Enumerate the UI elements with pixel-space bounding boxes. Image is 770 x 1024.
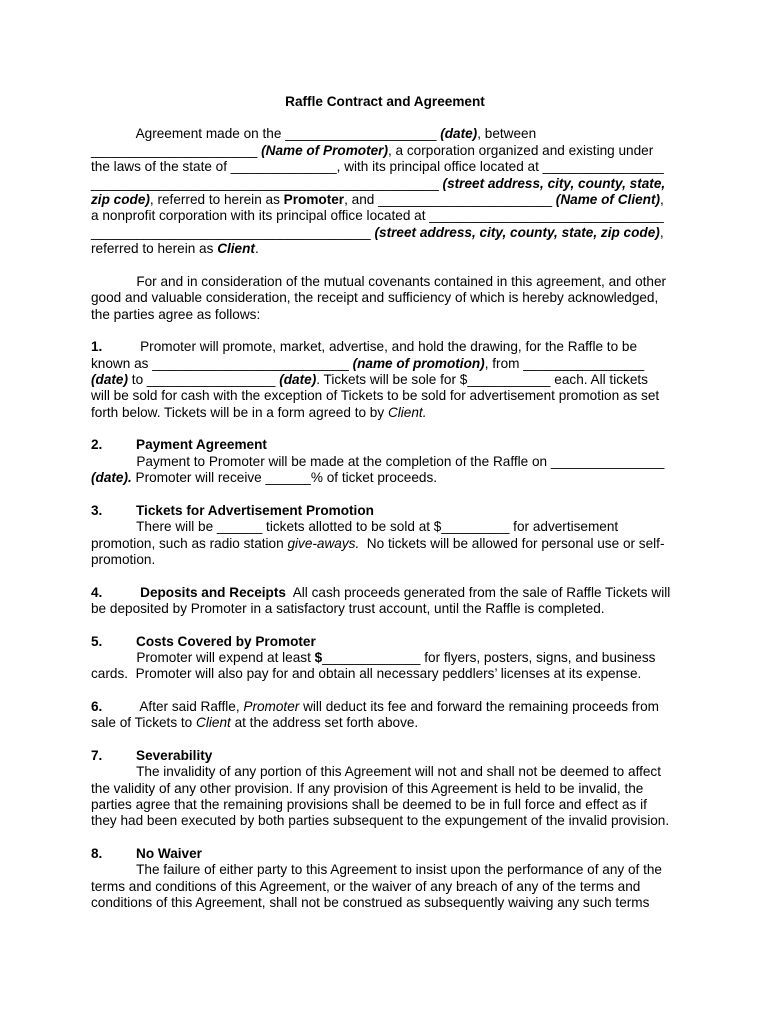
section-7-line: The invalidity of any portion of this Agreement will not and shall not be deemed to affect (91, 764, 662, 779)
section-8-line: terms and conditions of this Agreement, or the waiver of any breach of any of the terms and (91, 879, 641, 894)
emphasis-text: (street address, city, county, state, zip code) (374, 225, 660, 240)
emphasis-text: (date) (279, 372, 317, 387)
consideration-line: For and in consideration of the mutual covenants contained in this agreement, and other (91, 274, 667, 289)
section-7-line: the validity of any other provision. If any provision of this Agreement is held to be invalid, the (91, 781, 644, 796)
section-7-number: 7. (91, 748, 103, 763)
intro-line: ______________________ (Name of Promoter), a corporation organized and existing under (91, 143, 654, 158)
consideration-line: the parties agree as follows: (91, 307, 261, 322)
section-8-number: 8. (91, 846, 103, 861)
intro-line: zip code), referred to herein as Promoter, and _______________________ (Name of Client), (91, 192, 664, 207)
intro-line: the laws of the state of ______________, with its principal office located at ________________ (91, 159, 664, 174)
emphasis-text: (date) (440, 126, 478, 141)
emphasis-text: 6. (91, 699, 103, 714)
section-5-line: Promoter will expend at least $_____________ for flyers, posters, signs, and business (91, 650, 656, 665)
intro-line: Agreement made on the ____________________ (date), between (91, 126, 537, 141)
section-1-line: will be sold for cash with the exception of Tickets to be sold for advertisement promotion as set (91, 388, 660, 403)
emphasis-text: zip code) (91, 192, 150, 207)
section-2-number: 2. (91, 437, 103, 452)
section-2-heading: Payment Agreement (136, 437, 267, 452)
section-7-heading: Severability (136, 748, 213, 763)
document-title: Raffle Contract and Agreement (285, 94, 485, 109)
section-5-number: 5. (91, 634, 103, 649)
emphasis-text: (street address, city, county, state, (442, 176, 666, 191)
section-1-line: known as __________________________ (name of promotion), from ________________ (91, 356, 645, 371)
emphasis-text: (date) (91, 372, 129, 387)
intro-line: ______________________________________________ (street address, city, county, state, (91, 176, 666, 191)
emphasis-text: Client. (387, 405, 427, 420)
section-7-line: they had been executed by both parties subsequent to the expungement of the invalid provision. (91, 813, 670, 828)
emphasis-text: (Name of Client) (555, 192, 661, 207)
intro-line: referred to herein as Client. (91, 241, 259, 256)
section-4-line: 4. Deposits and Receipts All cash proceeds generated from the sale of Raffle Tickets will (91, 585, 671, 600)
emphasis-text: $ (314, 650, 323, 665)
section-3-heading: Tickets for Advertisement Promotion (136, 503, 374, 518)
section-5-heading: Costs Covered by Promoter (136, 634, 316, 649)
emphasis-text: 4. (91, 585, 103, 600)
section-2-line: (date). Promoter will receive ______% of ticket proceeds. (91, 470, 438, 485)
section-8-heading: No Waiver (136, 846, 202, 861)
emphasis-text: Promoter (283, 192, 345, 207)
section-8-line: The failure of either party to this Agreement to insist upon the performance of any of the (91, 862, 662, 877)
section-1-line: forth below. Tickets will be in a form agreed to by Client. (91, 405, 427, 420)
section-1-line: (date) to _________________ (date). Tickets will be sole for $___________ each. All tickets (91, 372, 648, 387)
section-3-line: promotion, such as radio station give-aways. No tickets will be allowed for personal use or self- (91, 536, 665, 551)
section-6-line: 6. After said Raffle, Promoter will deduct its fee and forward the remaining proceeds from (91, 699, 659, 714)
consideration-line: good and valuable consideration, the receipt and sufficiency of which is hereby acknowledged, (91, 290, 659, 305)
emphasis-text: Client (217, 241, 255, 256)
section-5-line: cards. Promoter will also pay for and obtain all necessary peddlers’ licenses at its expense. (91, 666, 642, 681)
emphasis-text: (Name of Promoter) (261, 143, 388, 158)
section-8-line: conditions of this Agreement, shall not be construed as subsequently waiving any such terms (91, 895, 650, 910)
section-6-line: sale of Tickets to Client at the address set forth above. (91, 715, 419, 730)
section-3-line: promotion. (91, 552, 156, 567)
emphasis-text: Promoter (243, 699, 300, 714)
emphasis-text: give-aways. (287, 536, 360, 551)
section-1-line: 1. Promoter will promote, market, advertise, and hold the drawing, for the Raffle to be (91, 339, 638, 354)
emphasis-text: (date). (91, 470, 132, 485)
emphasis-text: (name of promotion) (352, 356, 485, 371)
intro-line: a nonprofit corporation with its principal office located at _______________________________ (91, 208, 664, 223)
section-7-line: parties agree that the remaining provisions shall be deemed to be in full force and effect as if (91, 797, 647, 812)
emphasis-text: 1. (91, 339, 103, 354)
emphasis-text: Deposits and Receipts (140, 585, 286, 600)
emphasis-text: Client (196, 715, 231, 730)
intro-line: _____________________________________ (street address, city, county, state, zip code), (91, 225, 664, 240)
section-3-number: 3. (91, 503, 103, 518)
section-2-line: Payment to Promoter will be made at the completion of the Raffle on _______________ (91, 454, 665, 469)
section-4-line: be deposited by Promoter in a satisfactory trust account, until the Raffle is completed. (91, 601, 605, 616)
section-3-line: There will be ______ tickets allotted to be sold at $_________ for advertisement (91, 519, 619, 534)
